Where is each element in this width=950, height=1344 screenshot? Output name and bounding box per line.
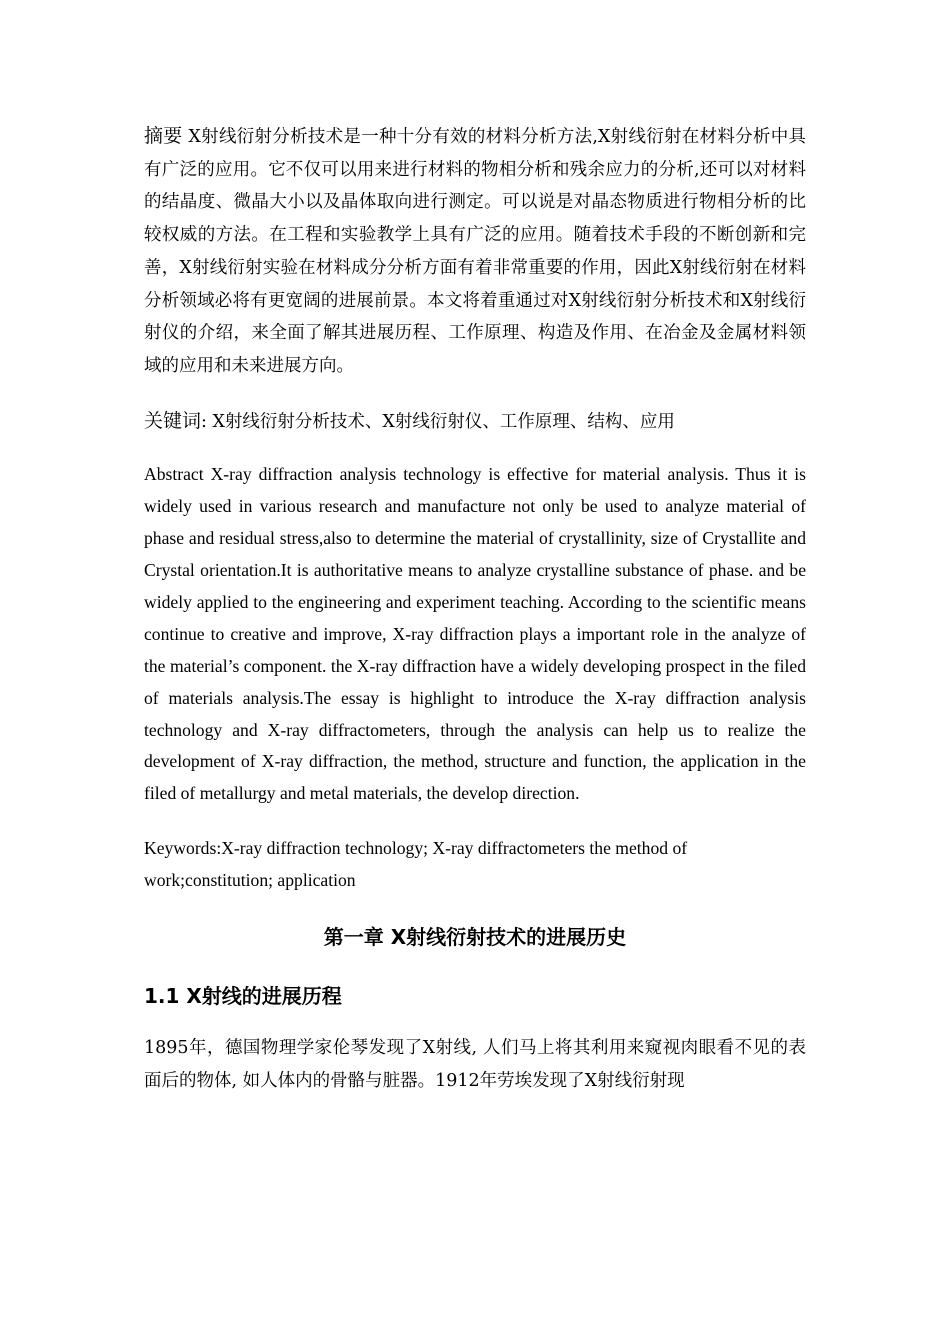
document-page: [144, 112, 806, 1098]
keywords-label: 关键词: [144, 409, 202, 432]
chinese-keywords: [144, 405, 806, 439]
english-abstract: Abstract X-ray diffraction analysis technology is effective for material analysis. Thus it is widely used in various research and manufacture not only be used to analyze material of phase and residual stress,also to determine the material of crystallinity, size of Crystallite and Crystal orientation.It is authoritative means to analyze crystalline substance of phase. and be widely applied to the engineering and experiment teaching. According to the scientific means continue to creative and improve, X-ray diffraction plays a important role in the analyze of the material’s component. the X-ray diffraction have a widely developing prospect in the filed of materials analysis.The essay is highlight to introduce the X-ray diffraction analysis technology and X-ray diffractometers, through the analysis can help us to realize the development of X-ray diffraction, the method, structure and function, the application in the filed of metallurgy and metal materials, the develop direction.: [144, 464, 806, 804]
section-title: 1.1 X射线的进展历程: [144, 984, 342, 1009]
keywords-text: : X射线衍射分析技术、X射线衍射仪、工作原理、结构、应用: [201, 411, 675, 432]
section-body-text: 1895年，德国物理学家伦琴发现了X射线, 人们马上将其利用来窥视肉眼看不见的表面后的物体, 如人体内的骨骼与脏器。1912年劳埃发现了X射线衍射现: [144, 1038, 806, 1091]
abstract-text: X射线衍射分析技术是一种十分有效的材料分析方法,X射线衍射在材料分析中具有广泛的应用。它不仅可以用来进行材料的物相分析和残余应力的分析,还可以对材料的结晶度、微晶大小以及晶体取向进行测定。可以说是对晶态物质进行物相分析的比较权威的方法。在工程和实验教学上具有广泛的应用。随着技术手段的不断创新和完善，X射线衍射实验在材料成分分析方面有着非常重要的作用，因此X射线衍射在材料分析领域必将有更宽阔的进展前景。本文将着重通过对X射线衍射分析技术和X射线衍射仪的介绍，来全面了解其进展历程、工作原理、构造及作用、在冶金及金属材料领域的应用和未来进展方向。: [144, 127, 806, 376]
english-keywords: Keywords:X-ray diffraction technology; X-ray diffractometers the method of work;constitution; application: [144, 838, 688, 891]
chapter-title: 第一章 X射线衍射技术的进展历史: [323, 925, 627, 950]
abstract-label: 摘要: [144, 125, 183, 147]
chinese-abstract: [144, 120, 806, 383]
